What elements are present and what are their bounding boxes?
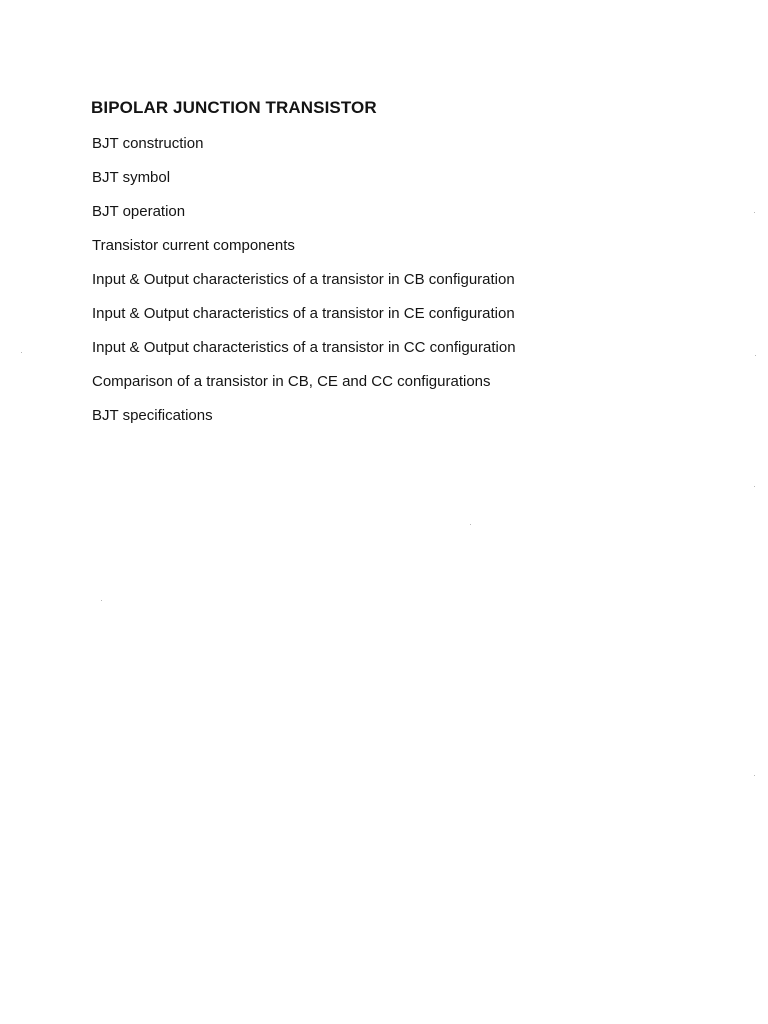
scan-speck	[101, 600, 102, 601]
scan-speck	[754, 775, 755, 776]
page-title: BIPOLAR JUNCTION TRANSISTOR	[91, 98, 377, 117]
scan-speck	[755, 355, 756, 356]
topic-item: Transistor current components	[92, 237, 295, 254]
scan-speck	[754, 212, 755, 213]
topic-item: Input & Output characteristics of a transistor in CB configuration	[92, 271, 515, 288]
scan-speck	[21, 352, 22, 353]
topic-item: BJT symbol	[92, 169, 171, 186]
scan-speck	[754, 486, 755, 487]
scan-speck	[470, 524, 471, 525]
topic-item: BJT construction	[92, 135, 204, 152]
topic-item: BJT specifications	[92, 407, 213, 424]
topic-item: Input & Output characteristics of a transistor in CC configuration	[92, 339, 516, 356]
topic-item: BJT operation	[92, 203, 186, 220]
topic-item: Comparison of a transistor in CB, CE and CC configurations	[92, 373, 491, 390]
topic-item: Input & Output characteristics of a transistor in CE configuration	[92, 305, 515, 322]
